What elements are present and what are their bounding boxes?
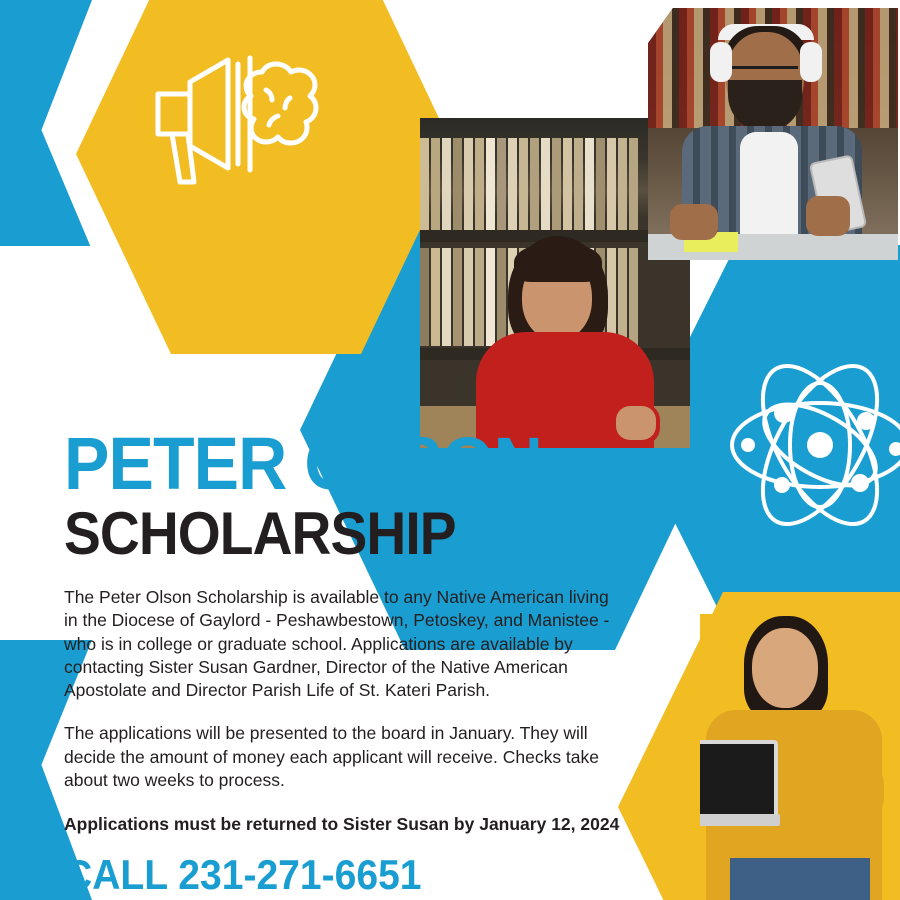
call-to-action-phone: CALL 231-271-6651 — [64, 851, 422, 899]
page-subtitle: SCHOLARSHIP — [64, 500, 456, 568]
paragraph-eligibility: The Peter Olson Scholarship is available to any Native American living in the Diocese of Gaylord - Peshawbestown, Petoskey, and Manistee - who is in college or graduate school. Applications are available by contacting Sister Susan Gardner, Director of the Native American Apostolate and Director Parish Life of St. Kateri Parish. — [64, 587, 610, 701]
decorative-blue-stripe-top — [0, 0, 92, 250]
poster-text-block — [64, 422, 624, 899]
photo-man-holding-laptop — [700, 614, 898, 900]
megaphone-brain-icon — [150, 42, 340, 192]
deadline-notice: Applications must be returned to Sister Susan by January 12, 2024 — [64, 814, 620, 835]
photo-man-with-headphones-and-phone — [648, 8, 898, 260]
page-title: PETER OLSON — [64, 422, 542, 505]
paragraph-process: The applications will be presented to the board in January. They will decide the amount of money each applicant will receive. Checks take about two weeks to process. — [64, 723, 600, 790]
atom-icon — [720, 345, 900, 545]
